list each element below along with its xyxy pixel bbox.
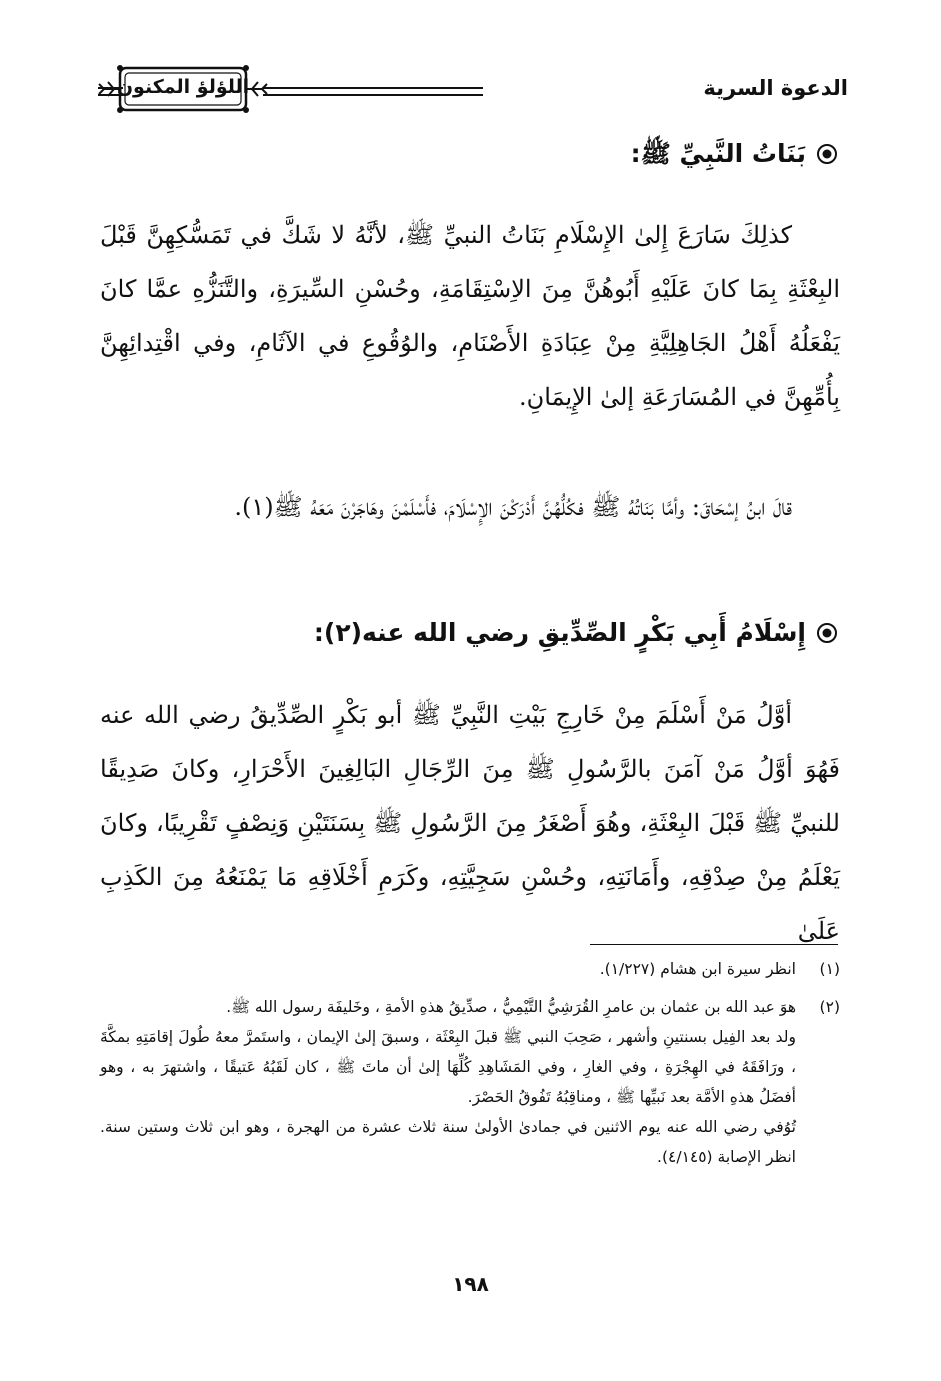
running-header: [88, 62, 848, 122]
paragraph: أوَّلُ مَنْ أَسْلَمَ مِنْ خَارِجِ بَيْتِ النَّبِيِّ ﷺ أبو بَكْرٍ الصِّدِّيقُ رضي الله عنه فَهُوَ أوَّلُ مَنْ آمَنَ بالرَّسُولِ ﷺ مِنَ الرِّجَالِ البَالِغِينَ الأَحْرَارِ، وكانَ صَدِيقًا للنبيِّ ﷺ قَبْلَ البِعْثَةِ، وهُوَ أَصْغَرُ مِنَ الرَّسُولِ ﷺ بِسَنَتَيْنِ وَنِصْفٍ تَقْرِيبًا، وكانَ يَعْلَمُ مِنْ صِدْقِهِ، وأَمَانَتِهِ، وحُسْنِ سَجِيَّتِهِ، وكَرَمِ أَخْلَاقِهِ مَا يَمْنَعُهُ مِنَ الكَذِبِ عَلَىٰ: [100, 701, 840, 945]
book-title: اللؤلؤ المكنون: [116, 76, 250, 98]
footnote-line: تُوُفي رضي الله عنه يوم الاثنين في جمادىٰ الأولىٰ سنة ثلاث عشرة من الهجرة ، وهو ابن ثلاث وستين سنة. انظر الإصابة (٤/١٤٥).: [100, 1118, 796, 1166]
footnote: [100, 992, 840, 1172]
footnotes: [100, 954, 840, 1172]
section-heading-text: إِسْلَامُ أَبِي بَكْرٍ الصِّدِّيقِ رضي الله عنه(٢):: [313, 618, 806, 647]
footnote-line: هوَ عبد الله بن عثمان بن عامرِ القُرَشِيُّ التَّيْمِيُّ ، صدِّيقُ هذهِ الأمةِ ، وخَليفَة رسول الله ﷺ.: [226, 998, 796, 1016]
flower-bullet-icon: [816, 622, 838, 644]
section-heading: [314, 618, 838, 647]
footnote-mark: (١): [819, 960, 840, 978]
footnote-line: ولد بعد الفِيل بسنتينِ وأشهر ، صَحِبَ النبي ﷺ قبلَ البِعْثَة ، وسبقَ إلىٰ الإيمان ، واستَمرَّ معهُ طُولَ إقامَتِهِ بمكَّةَ ، ورَافَقَهُ في الهِجْرَةِ ، وفي الغارِ ، وفي المَشَاهِدِ كُلِّهَا إلىٰ أن ماتَ ﷺ ، كان لَقَبُهُ عَتيقًا ، واشتهرَ به ، وهو أفضَلُ هذهِ الأمَّة بعد نَبيِّها ﷺ ، ومناقِبُهُ تَفُوقُ الحَصْرَ.: [100, 1028, 796, 1106]
page-number: ١٩٨: [452, 1272, 489, 1296]
footnote-separator: [590, 944, 838, 945]
section-heading-text: بَنَاتُ النَّبِيِّ ﷺ:: [630, 139, 806, 168]
flower-bullet-icon: [816, 143, 838, 165]
chapter-title: الدعوة السرية: [703, 76, 848, 100]
title-cartouche: [98, 62, 268, 116]
section-heading: [631, 138, 838, 175]
paragraph: كذلِكَ سَارَعَ إِلىٰ الإِسْلَامِ بَنَاتُ النبيِّ ﷺ، لأنَّهُ لا شَكَّ في تَمَسُّكِهِنَّ قَبْلَ البِعْثَةِ بِمَا كانَ عَلَيْهِ أَبُوهُنَّ مِنَ الاِسْتِقَامَةِ، وحُسْنِ السِّيرَةِ، والتَّنَزُّهِ عمَّا كانَ يَفْعَلُهُ أَهْلُ الجَاهِلِيَّةِ مِنْ عِبَادَةِ الأَصْنَامِ، والوُقُوعِ في الآثَامِ، وفي اقْتِدائِهِنَّ بِأُمِّهِنَّ في المُسَارَعَةِ إلىٰ الإِيمَانِ.: [100, 221, 840, 411]
header-rule: [263, 87, 483, 96]
footnote-line: انظر سيرة ابن هشام (١/٢٢٧).: [599, 960, 796, 978]
footnote: [100, 954, 840, 984]
paragraph: قالَ ابنُ إسْحَاقَ: وأمَّا بَنَاتُهُ ﷺ فكُلُّهُنَّ أَدْرَكْنَ الإِسْلَامَ، فأَسْلَمْنَ وهَاجَرْنَ مَعَهُ ﷺ(١).: [234, 493, 792, 521]
footnote-mark: (٢): [819, 998, 840, 1016]
